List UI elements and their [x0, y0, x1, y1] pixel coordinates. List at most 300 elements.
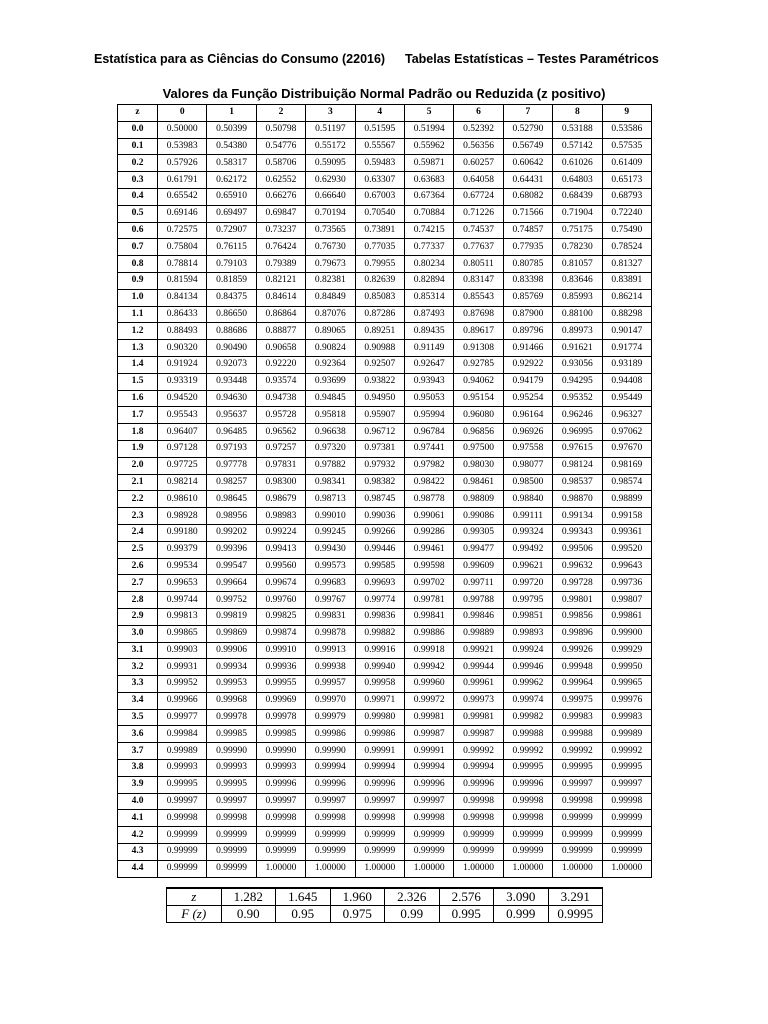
probability-cell: 0.93448 [207, 373, 256, 390]
probability-cell: 0.99984 [158, 726, 207, 743]
probability-cell: 0.81327 [602, 256, 651, 273]
probability-cell: 0.94408 [602, 373, 651, 390]
probability-cell: 0.99831 [306, 608, 355, 625]
probability-cell: 0.81859 [207, 272, 256, 289]
z-value-cell: 1.0 [118, 289, 158, 306]
probability-cell: 0.97982 [404, 457, 453, 474]
z-value-cell: 0.1 [118, 138, 158, 155]
z-value-cell: 3.9 [118, 776, 158, 793]
z-value-cell: 4.4 [118, 860, 158, 877]
probability-cell: 0.97500 [454, 440, 503, 457]
z-value-cell: 3.8 [118, 760, 158, 777]
probability-cell: 0.99999 [158, 827, 207, 844]
probability-cell: 0.89973 [553, 323, 602, 340]
probability-cell: 0.99999 [553, 827, 602, 844]
probability-cell: 0.99305 [454, 524, 503, 541]
probability-cell: 0.99921 [454, 642, 503, 659]
probability-cell: 0.99653 [158, 575, 207, 592]
probability-cell: 0.91149 [404, 340, 453, 357]
probability-cell: 0.82381 [306, 272, 355, 289]
probability-cell: 0.59483 [355, 155, 404, 172]
probability-cell: 1.00000 [256, 860, 305, 877]
probability-cell: 0.70884 [404, 205, 453, 222]
probability-cell: 0.99245 [306, 524, 355, 541]
probability-cell: 0.89251 [355, 323, 404, 340]
probability-cell: 0.93319 [158, 373, 207, 390]
normal-distribution-table [117, 104, 652, 878]
probability-cell: 0.63683 [404, 172, 453, 189]
probability-cell: 0.64803 [553, 172, 602, 189]
probability-cell: 0.99998 [158, 810, 207, 827]
probability-cell: 0.99999 [256, 844, 305, 861]
probability-cell: 0.99995 [553, 760, 602, 777]
probability-cell: 0.93574 [256, 373, 305, 390]
probability-cell: 0.99430 [306, 541, 355, 558]
probability-cell: 0.99948 [553, 659, 602, 676]
probability-cell: 0.99998 [553, 793, 602, 810]
probability-cell: 0.99999 [404, 844, 453, 861]
table-row [118, 508, 652, 525]
probability-cell: 0.99413 [256, 541, 305, 558]
probability-cell: 0.99836 [355, 608, 404, 625]
probability-cell: 0.99998 [355, 810, 404, 827]
probability-cell: 0.99999 [256, 827, 305, 844]
probability-cell: 0.99997 [355, 793, 404, 810]
probability-cell: 0.66640 [306, 188, 355, 205]
probability-cell: 0.50798 [256, 121, 305, 138]
probability-cell: 0.96164 [503, 407, 552, 424]
table-row [118, 407, 652, 424]
probability-cell: 0.99999 [454, 844, 503, 861]
probability-cell: 0.61026 [553, 155, 602, 172]
probability-cell: 0.99926 [553, 642, 602, 659]
probability-cell: 0.87698 [454, 306, 503, 323]
probability-cell: 0.99991 [355, 743, 404, 760]
probability-cell: 0.95907 [355, 407, 404, 424]
probability-cell: 0.99111 [503, 508, 552, 525]
probability-cell: 0.99931 [158, 659, 207, 676]
probability-cell: 0.99942 [404, 659, 453, 676]
probability-cell: 0.94179 [503, 373, 552, 390]
probability-cell: 0.99506 [553, 541, 602, 558]
probability-cell: 0.56749 [503, 138, 552, 155]
probability-cell: 0.64058 [454, 172, 503, 189]
probability-cell: 0.91308 [454, 340, 503, 357]
probability-cell: 0.99992 [454, 743, 503, 760]
column-header: 2 [256, 105, 305, 122]
probability-cell: 0.99913 [306, 642, 355, 659]
probability-cell: 0.52790 [503, 121, 552, 138]
probability-cell: 0.99929 [602, 642, 651, 659]
z-value-cell: 4.3 [118, 844, 158, 861]
probability-cell: 0.97725 [158, 457, 207, 474]
probability-cell: 0.89435 [404, 323, 453, 340]
probability-cell: 0.55567 [355, 138, 404, 155]
probability-cell: 0.93822 [355, 373, 404, 390]
probability-cell: 0.99977 [158, 709, 207, 726]
probability-cell: 0.99998 [454, 793, 503, 810]
probability-cell: 0.90320 [158, 340, 207, 357]
probability-cell: 0.99910 [256, 642, 305, 659]
z-value-cell: 0.2 [118, 155, 158, 172]
table-row [118, 474, 652, 491]
column-header: 6 [454, 105, 503, 122]
probability-cell: 0.99996 [404, 776, 453, 793]
probability-cell: 0.54776 [256, 138, 305, 155]
probability-cell: 0.92785 [454, 356, 503, 373]
probability-cell: 0.99774 [355, 592, 404, 609]
z-value-cell: 0.4 [118, 188, 158, 205]
probability-cell: 0.99934 [207, 659, 256, 676]
probability-cell: 0.93699 [306, 373, 355, 390]
probability-cell: 0.99946 [503, 659, 552, 676]
probability-cell: 0.98422 [404, 474, 453, 491]
probability-cell: 0.97128 [158, 440, 207, 457]
probability-cell: 0.96246 [553, 407, 602, 424]
probability-cell: 0.97882 [306, 457, 355, 474]
probability-cell: 0.99846 [454, 608, 503, 625]
critical-z-cell: 3.090 [494, 888, 549, 906]
probability-cell: 0.99998 [454, 810, 503, 827]
probability-cell: 0.99997 [404, 793, 453, 810]
z-label: z [167, 888, 222, 906]
z-value-cell: 1.3 [118, 340, 158, 357]
probability-cell: 0.99995 [503, 760, 552, 777]
probability-cell: 0.99985 [207, 726, 256, 743]
critical-z-cell: 2.326 [385, 888, 440, 906]
probability-cell: 0.99994 [454, 760, 503, 777]
probability-cell: 0.99988 [503, 726, 552, 743]
probability-cell: 0.98537 [553, 474, 602, 491]
probability-cell: 0.99744 [158, 592, 207, 609]
probability-cell: 0.96712 [355, 424, 404, 441]
probability-cell: 0.95728 [256, 407, 305, 424]
z-value-cell: 2.9 [118, 608, 158, 625]
f-label: F (z) [167, 906, 222, 923]
probability-cell: 0.98610 [158, 491, 207, 508]
probability-cell: 0.95449 [602, 390, 651, 407]
probability-cell: 0.73891 [355, 222, 404, 239]
probability-cell: 0.99999 [602, 844, 651, 861]
probability-cell: 0.65910 [207, 188, 256, 205]
probability-cell: 0.97778 [207, 457, 256, 474]
probability-cell: 0.96080 [454, 407, 503, 424]
probability-cell: 0.79389 [256, 256, 305, 273]
probability-cell: 0.98030 [454, 457, 503, 474]
probability-cell: 0.86433 [158, 306, 207, 323]
table-row [118, 592, 652, 609]
probability-cell: 0.82639 [355, 272, 404, 289]
probability-cell: 0.69146 [158, 205, 207, 222]
probability-cell: 0.99985 [256, 726, 305, 743]
probability-cell: 0.99997 [158, 793, 207, 810]
probability-cell: 0.99801 [553, 592, 602, 609]
probability-cell: 0.56356 [454, 138, 503, 155]
table-row [118, 457, 652, 474]
probability-cell: 0.79955 [355, 256, 404, 273]
table-row [118, 709, 652, 726]
z-value-cell: 2.0 [118, 457, 158, 474]
probability-cell: 0.93189 [602, 356, 651, 373]
probability-cell: 0.73237 [256, 222, 305, 239]
probability-cell: 0.76115 [207, 239, 256, 256]
probability-cell: 0.99987 [454, 726, 503, 743]
column-header: 3 [306, 105, 355, 122]
probability-cell: 0.99643 [602, 558, 651, 575]
probability-cell: 1.00000 [306, 860, 355, 877]
probability-cell: 0.98899 [602, 491, 651, 508]
probability-cell: 0.95818 [306, 407, 355, 424]
z-value-cell: 1.4 [118, 356, 158, 373]
probability-cell: 0.99981 [404, 709, 453, 726]
probability-cell: 0.99202 [207, 524, 256, 541]
table-row [118, 625, 652, 642]
probability-cell: 0.69497 [207, 205, 256, 222]
table-row [118, 440, 652, 457]
probability-cell: 0.99992 [503, 743, 552, 760]
column-header: 7 [503, 105, 552, 122]
probability-cell: 0.98500 [503, 474, 552, 491]
table-row [118, 827, 652, 844]
table-row [118, 760, 652, 777]
z-value-cell: 2.4 [118, 524, 158, 541]
probability-cell: 0.94295 [553, 373, 602, 390]
probability-cell: 0.68793 [602, 188, 651, 205]
table-row [118, 575, 652, 592]
probability-cell: 0.85083 [355, 289, 404, 306]
probability-cell: 0.90490 [207, 340, 256, 357]
probability-cell: 0.99964 [553, 676, 602, 693]
probability-cell: 0.88493 [158, 323, 207, 340]
table-row [118, 776, 652, 793]
probability-cell: 0.62172 [207, 172, 256, 189]
probability-cell: 0.74857 [503, 222, 552, 239]
z-value-cell: 3.0 [118, 625, 158, 642]
probability-cell: 1.00000 [355, 860, 404, 877]
z-value-cell: 4.2 [118, 827, 158, 844]
column-header: 4 [355, 105, 404, 122]
probability-cell: 0.97257 [256, 440, 305, 457]
table-row [118, 541, 652, 558]
table-row [118, 524, 652, 541]
probability-cell: 0.99999 [207, 844, 256, 861]
z-value-cell: 1.1 [118, 306, 158, 323]
probability-cell: 0.58706 [256, 155, 305, 172]
probability-cell: 0.99950 [602, 659, 651, 676]
probability-cell: 0.99962 [503, 676, 552, 693]
probability-cell: 0.53586 [602, 121, 651, 138]
probability-cell: 0.88686 [207, 323, 256, 340]
probability-cell: 0.99767 [306, 592, 355, 609]
table-row [118, 289, 652, 306]
probability-cell: 0.99841 [404, 608, 453, 625]
z-value-cell: 1.7 [118, 407, 158, 424]
probability-cell: 0.99664 [207, 575, 256, 592]
probability-cell: 0.99819 [207, 608, 256, 625]
table-row [118, 138, 652, 155]
probability-cell: 0.99999 [503, 827, 552, 844]
probability-cell: 0.51595 [355, 121, 404, 138]
probability-cell: 0.99795 [503, 592, 552, 609]
probability-cell: 0.99999 [158, 860, 207, 877]
probability-cell: 0.99989 [602, 726, 651, 743]
probability-cell: 0.91466 [503, 340, 552, 357]
probability-cell: 0.99324 [503, 524, 552, 541]
probability-cell: 0.99621 [503, 558, 552, 575]
probability-cell: 0.99995 [158, 776, 207, 793]
probability-cell: 0.99997 [306, 793, 355, 810]
probability-cell: 1.00000 [454, 860, 503, 877]
probability-cell: 0.91774 [602, 340, 651, 357]
probability-cell: 0.85543 [454, 289, 503, 306]
probability-cell: 0.62552 [256, 172, 305, 189]
probability-cell: 0.85993 [553, 289, 602, 306]
probability-cell: 0.99286 [404, 524, 453, 541]
probability-cell: 0.99966 [158, 692, 207, 709]
table-row [118, 188, 652, 205]
probability-cell: 0.94950 [355, 390, 404, 407]
probability-cell: 0.61791 [158, 172, 207, 189]
probability-cell: 0.80511 [454, 256, 503, 273]
probability-cell: 0.97558 [503, 440, 552, 457]
probability-cell: 0.99989 [158, 743, 207, 760]
probability-cell: 0.99720 [503, 575, 552, 592]
probability-cell: 0.81057 [553, 256, 602, 273]
probability-cell: 0.53983 [158, 138, 207, 155]
probability-cell: 0.97670 [602, 440, 651, 457]
probability-cell: 0.99983 [602, 709, 651, 726]
probability-cell: 0.99918 [404, 642, 453, 659]
table-row [118, 810, 652, 827]
probability-cell: 0.96407 [158, 424, 207, 441]
probability-cell: 0.99086 [454, 508, 503, 525]
probability-cell: 0.87493 [404, 306, 453, 323]
probability-cell: 0.99865 [158, 625, 207, 642]
probability-cell: 0.99986 [306, 726, 355, 743]
probability-cell: 0.98645 [207, 491, 256, 508]
probability-cell: 0.98461 [454, 474, 503, 491]
probability-cell: 0.99998 [207, 810, 256, 827]
critical-z-cell: 1.960 [330, 888, 385, 906]
z-value-cell: 3.2 [118, 659, 158, 676]
probability-cell: 0.70194 [306, 205, 355, 222]
probability-cell: 0.72575 [158, 222, 207, 239]
probability-cell: 0.99997 [207, 793, 256, 810]
probability-cell: 0.83147 [454, 272, 503, 289]
probability-cell: 0.99999 [454, 827, 503, 844]
probability-cell: 0.99990 [207, 743, 256, 760]
probability-cell: 0.99970 [306, 692, 355, 709]
probability-cell: 0.87076 [306, 306, 355, 323]
probability-cell: 0.98257 [207, 474, 256, 491]
probability-cell: 0.77935 [503, 239, 552, 256]
probability-cell: 0.84134 [158, 289, 207, 306]
column-header: 8 [553, 105, 602, 122]
probability-cell: 0.99961 [454, 676, 503, 693]
table-row [118, 390, 652, 407]
probability-cell: 0.68082 [503, 188, 552, 205]
probability-cell: 0.95154 [454, 390, 503, 407]
probability-cell: 0.68439 [553, 188, 602, 205]
probability-cell: 0.99999 [306, 827, 355, 844]
probability-cell: 0.98169 [602, 457, 651, 474]
probability-cell: 0.99609 [454, 558, 503, 575]
probability-cell: 0.94845 [306, 390, 355, 407]
probability-cell: 0.99998 [503, 810, 552, 827]
probability-cell: 0.83398 [503, 272, 552, 289]
z-value-cell: 4.1 [118, 810, 158, 827]
z-value-cell: 3.4 [118, 692, 158, 709]
probability-cell: 0.99889 [454, 625, 503, 642]
probability-cell: 0.95994 [404, 407, 453, 424]
probability-cell: 0.99998 [503, 793, 552, 810]
probability-cell: 0.88877 [256, 323, 305, 340]
probability-cell: 0.99996 [306, 776, 355, 793]
probability-cell: 0.99560 [256, 558, 305, 575]
probability-cell: 0.98983 [256, 508, 305, 525]
probability-cell: 0.79673 [306, 256, 355, 273]
probability-cell: 0.99972 [404, 692, 453, 709]
probability-cell: 0.99461 [404, 541, 453, 558]
probability-cell: 0.86864 [256, 306, 305, 323]
table-row [118, 356, 652, 373]
probability-cell: 0.99936 [256, 659, 305, 676]
probability-cell: 0.87286 [355, 306, 404, 323]
z-value-cell: 0.8 [118, 256, 158, 273]
z-value-cell: 3.5 [118, 709, 158, 726]
probability-cell: 0.99492 [503, 541, 552, 558]
table-row [118, 659, 652, 676]
probability-cell: 0.97193 [207, 440, 256, 457]
z-value-cell: 2.6 [118, 558, 158, 575]
probability-cell: 0.99573 [306, 558, 355, 575]
probability-cell: 0.98574 [602, 474, 651, 491]
critical-values-table [166, 887, 603, 923]
probability-cell: 0.96995 [553, 424, 602, 441]
probability-cell: 0.99343 [553, 524, 602, 541]
probability-cell: 0.99999 [158, 844, 207, 861]
probability-cell: 0.98928 [158, 508, 207, 525]
column-header: 1 [207, 105, 256, 122]
probability-cell: 0.64431 [503, 172, 552, 189]
probability-cell: 0.99851 [503, 608, 552, 625]
probability-cell: 0.98679 [256, 491, 305, 508]
z-value-cell: 0.5 [118, 205, 158, 222]
probability-cell: 0.99886 [404, 625, 453, 642]
probability-cell: 0.67364 [404, 188, 453, 205]
probability-cell: 0.99968 [207, 692, 256, 709]
probability-cell: 0.99728 [553, 575, 602, 592]
probability-cell: 0.99944 [454, 659, 503, 676]
probability-cell: 0.96485 [207, 424, 256, 441]
probability-cell: 0.57142 [553, 138, 602, 155]
probability-cell: 0.99825 [256, 608, 305, 625]
probability-cell: 1.00000 [503, 860, 552, 877]
probability-cell: 0.91924 [158, 356, 207, 373]
probability-cell: 0.86650 [207, 306, 256, 323]
probability-cell: 0.99903 [158, 642, 207, 659]
table-header-row [118, 105, 652, 122]
probability-cell: 0.99982 [503, 709, 552, 726]
probability-cell: 0.97441 [404, 440, 453, 457]
probability-cell: 0.99999 [602, 810, 651, 827]
table-row [118, 272, 652, 289]
probability-cell: 0.97831 [256, 457, 305, 474]
probability-cell: 0.99958 [355, 676, 404, 693]
probability-cell: 0.92220 [256, 356, 305, 373]
probability-cell: 0.99752 [207, 592, 256, 609]
probability-cell: 0.99994 [404, 760, 453, 777]
